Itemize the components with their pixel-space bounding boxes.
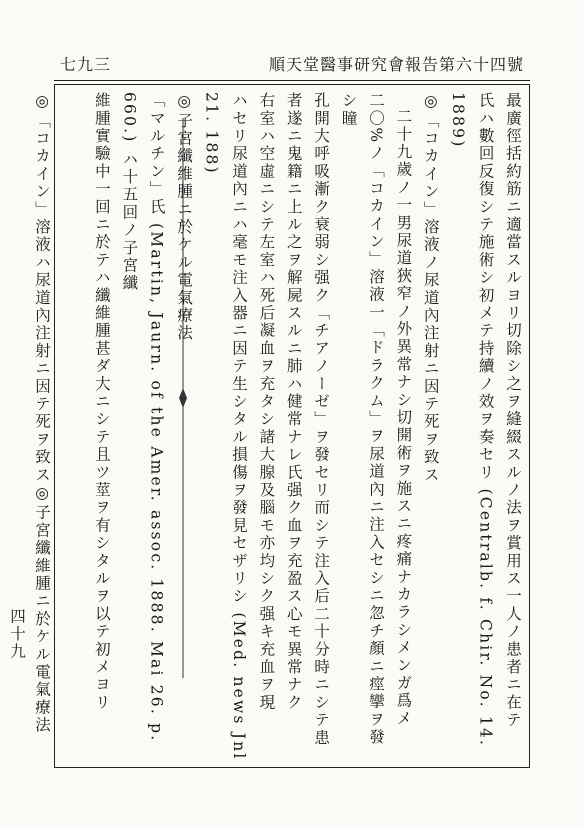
text-column: 右室ハ空虛ニシテ左室ハ死后凝血ヲ充タシ諸大腺及腦モ亦均シク强キ充血ヲ現: [257, 92, 276, 712]
text-column: 最廣徑括約筋ニ適當スルヨリ切除シ之ヲ縫綴スルノ法ヲ賞用ス一人ノ患者ニ在テ: [504, 92, 522, 730]
text-column: 孔開大呼吸漸ク衰弱シ强ク「チアノーゼ」ヲ發セリ而シテ注入后二十分時ニシテ患: [312, 92, 331, 747]
text-column: 21. 188): [202, 92, 221, 175]
text-column: 氏ハ數回反復シテ施術シ初メテ持續ノ效ヲ奏セリ (Centralb. f. Chir. No. 14. 1889): [449, 92, 495, 748]
journal-title: 順天堂醫事研究會報告第六十四號: [268, 54, 524, 74]
text-column: 維腫實驗中一回ニ於テハ纖維腫甚ダ大ニシテ且ツ莖ヲ有シタルヲ以テ初メヨリ: [92, 92, 111, 712]
text-column: 二十九歲ノ一男尿道狹窄ノ外異常ナシ切開術ヲ施スニ疼痛ナカラシメンガ爲メ: [394, 107, 413, 727]
page-number: 七九三: [60, 54, 112, 74]
text-column: 「マルチン」氏 (Martin, Jaurn. of the Amer. assoc. 1888. Mai 26. p. 660.) ハ十五回ノ子宮纖: [120, 92, 166, 743]
text-column: 者遂ニ鬼籍ニ上ル之ヲ解屍スルニ肺ハ健常ナレ氏强ク血ヲ充盈ス心モ異常ナク: [284, 92, 303, 712]
section-heading: ◎子宮纖維腫ニ於ケル電氣療法: [175, 92, 194, 343]
divider-ornament: [178, 118, 188, 678]
body-text: [56, 92, 526, 762]
margin-page-number: 四十九: [8, 608, 26, 661]
running-head: [60, 50, 524, 76]
margin-summary: ◎「コカイン」溶液ハ尿道內注射ニ因テ死ヲ致ス◎子宮纖維腫ニ於ケル電氣療法: [33, 92, 51, 735]
text-column: ハセリ尿道內ニハ毫モ注入器ニ因テ生シタル損傷ヲ發見セザリシ (Med. news Jnl: [229, 92, 248, 761]
section-heading: ◎「コカイン」溶液ノ尿道內注射ニ因テ死ヲ致ス: [421, 92, 440, 484]
header-rule: [54, 80, 530, 81]
text-column: 二〇%ノ「コカイン」溶液一「ドラクム」ヲ尿道內ニ注入セシニ忽チ顏ニ痙攣ヲ發シ瞳: [339, 92, 385, 747]
